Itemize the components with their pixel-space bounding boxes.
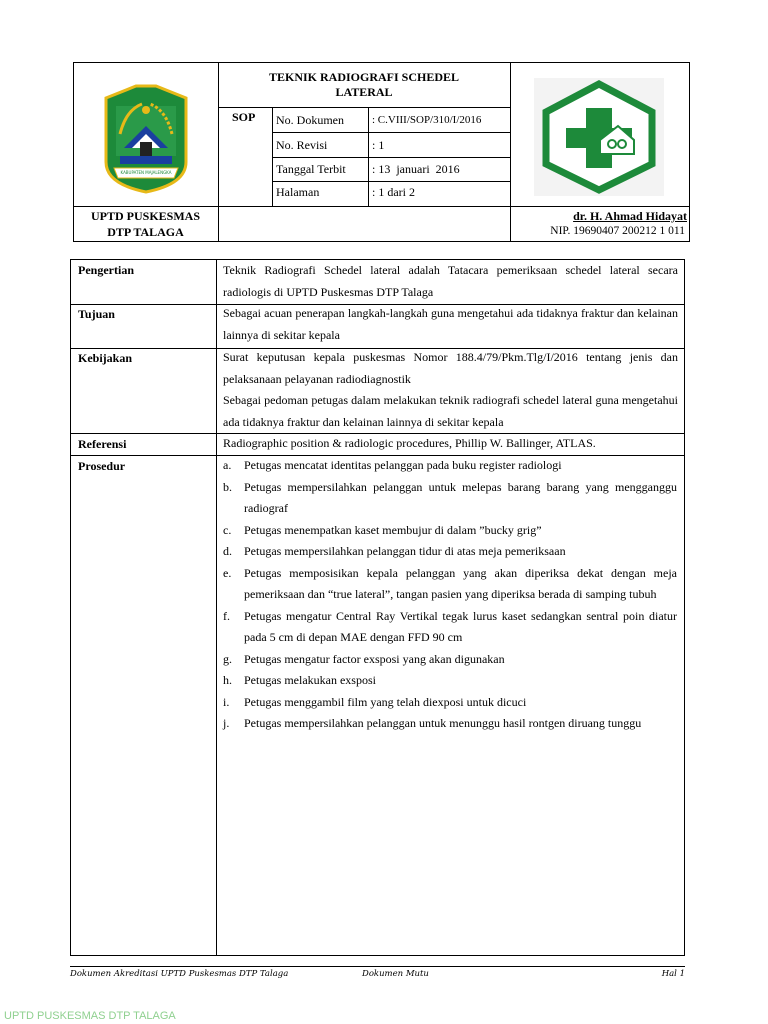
prosedur-step	[220, 692, 677, 714]
field-value-no-revisi: : 1	[372, 138, 385, 152]
watermark-text: UPTD PUSKESMAS DTP TALAGA	[4, 1010, 176, 1022]
step-marker: c.	[223, 522, 232, 537]
field-label-tanggal-terbit: Tanggal Terbit	[276, 162, 346, 176]
step-text: Petugas mengatur Central Ray Vertikal tegak lurus kaset sedangkan sentral poin diatur pada 5 cm di depan MAE dengan FFD 90 cm	[244, 608, 677, 644]
signer-name: dr. H. Ahmad Hidayat	[573, 209, 687, 223]
step-marker: d.	[223, 544, 232, 558]
prosedur-step	[220, 563, 677, 606]
kebijakan-paragraph-2: Sebagai pedoman petugas dalam melakukan teknik radiografi schedel lateral guna mengetahui ada tidaknya fraktur dan kelainan lainnya di sekitar kepala	[223, 393, 678, 429]
step-text: Petugas mengatur factor exsposi yang akan digunakan	[244, 651, 505, 666]
step-text: Petugas mencatat identitas pelanggan pada buku register radiologi	[244, 458, 562, 472]
field-value-tanggal-terbit: : 13 januari 2016	[372, 162, 460, 176]
kebijakan-paragraph-1: Surat keputusan kepala puskesmas Nomor 188.4/79/Pkm.Tlg/I/2016 tentang jenis dan pelaksanaan pelayanan radiodiagnostik	[223, 350, 678, 386]
sop-title-line2: LATERAL	[335, 85, 393, 99]
prosedur-step	[220, 670, 677, 692]
section-text-kebijakan	[223, 347, 678, 433]
step-marker: b.	[223, 479, 232, 494]
prosedur-step	[220, 477, 677, 520]
footer-middle-text: Dokumen Mutu	[362, 969, 429, 979]
step-marker: f.	[223, 608, 230, 623]
section-label-pengertian: Pengertian	[78, 263, 134, 277]
section-label-referensi: Referensi	[78, 437, 127, 451]
step-marker: h.	[223, 673, 232, 687]
step-text: Petugas mempersilahkan pelanggan tidur di atas meja pemeriksaan	[244, 544, 566, 558]
section-label-tujuan: Tujuan	[78, 307, 115, 321]
org-name-line1: UPTD PUSKESMAS	[90, 209, 200, 223]
section-label-prosedur: Prosedur	[78, 459, 126, 473]
regency-emblem-logo	[96, 84, 196, 194]
prosedur-step	[220, 520, 677, 542]
field-value-halaman: : 1 dari 2	[372, 185, 415, 199]
step-text: Petugas menempatkan kaset membujur di dalam ”bucky grig”	[244, 522, 542, 537]
step-marker: i.	[223, 694, 230, 709]
emblem-seal-text: KABUPATEN MAJALENGKA	[120, 170, 172, 175]
sop-label: SOP	[232, 110, 256, 124]
section-text-tujuan: Sebagai acuan penerapan langkah-langkah guna mengetahui ada tidaknya fraktur dan kelainan lainnya di sekitar kepala	[223, 306, 678, 342]
footer-left-text: Dokumen Akreditasi UPTD Puskesmas DTP Talaga	[70, 969, 289, 979]
footer-divider	[70, 966, 685, 967]
section-text-pengertian: Teknik Radiografi Schedel lateral adalah Tatacara pemeriksaan schedel lateral secara radiologis di UPTD Puskesmas DTP Talaga	[223, 263, 678, 299]
section-label-kebijakan: Kebijakan	[78, 351, 133, 365]
field-label-halaman: Halaman	[276, 185, 320, 199]
section-text-referensi: Radiographic position & radiologic procedures, Phillip W. Ballinger, ATLAS.	[223, 436, 596, 450]
step-text: Petugas memposisikan kepala pelanggan yang akan diperiksa dekat dengan meja pemeriksaan dan “true lateral”, tangan pasien yang diperiksa berada di samping tubuh	[244, 565, 677, 601]
step-marker: j.	[223, 716, 230, 730]
prosedur-step	[220, 649, 677, 671]
prosedur-steps-list	[220, 455, 677, 735]
sop-title-line1: TEKNIK RADIOGRAFI SCHEDEL	[268, 70, 460, 84]
field-value-no-dokumen: : C.VIII/SOP/310/I/2016	[372, 114, 482, 126]
signer-nip: NIP. 19690407 200212 1 011	[550, 225, 685, 237]
field-label-no-dokumen: No. Dokumen	[276, 113, 344, 127]
prosedur-step	[220, 713, 677, 735]
field-label-no-revisi: No. Revisi	[276, 138, 328, 152]
step-text: Petugas menggambil film yang telah diexposi untuk dicuci	[244, 694, 527, 709]
step-text: Petugas mempersilahkan pelanggan untuk menunggu hasil rontgen diruang tunggu	[244, 716, 642, 730]
prosedur-step	[220, 455, 677, 477]
puskesmas-cross-logo	[534, 78, 664, 196]
prosedur-step	[220, 541, 677, 563]
step-marker: g.	[223, 651, 232, 666]
step-text: Petugas melakukan exsposi	[244, 673, 376, 687]
prosedur-step	[220, 606, 677, 649]
org-name-line2: DTP TALAGA	[107, 225, 184, 239]
footer-page-number: Hal 1	[661, 969, 685, 979]
step-marker: e.	[223, 565, 232, 580]
step-text: Petugas mempersilahkan pelanggan untuk melepas barang barang yang mengganggu radiograf	[244, 479, 677, 515]
step-marker: a.	[223, 458, 232, 472]
